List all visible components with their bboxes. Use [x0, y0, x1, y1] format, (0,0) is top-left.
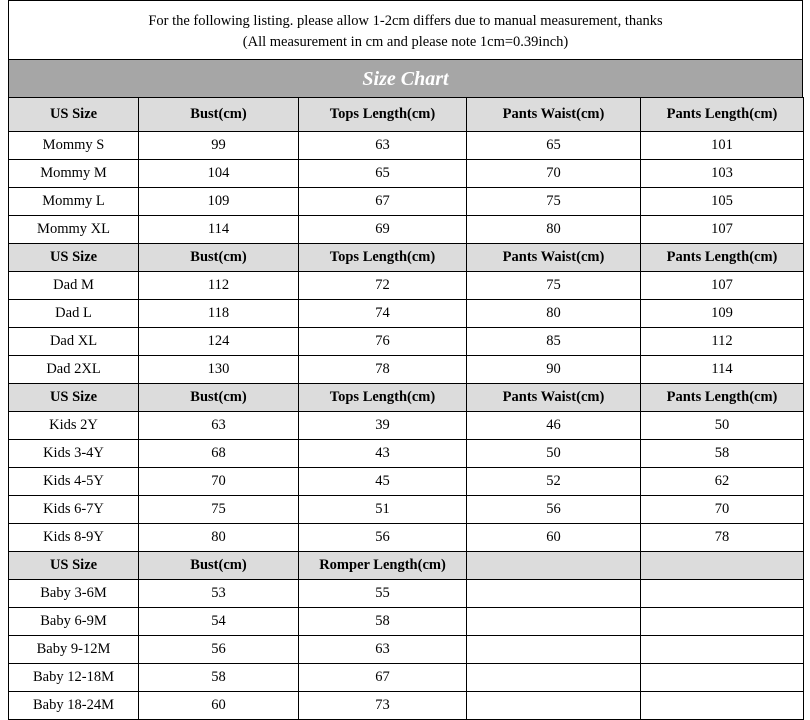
column-header: Bust(cm): [139, 552, 299, 580]
measurement-cell: 101: [641, 132, 804, 160]
measurement-cell: 63: [299, 132, 467, 160]
measurement-cell: 107: [641, 216, 804, 244]
column-header: Romper Length(cm): [299, 552, 467, 580]
column-header: US Size: [9, 244, 139, 272]
column-header: Pants Waist(cm): [467, 384, 641, 412]
measurement-cell: 56: [467, 496, 641, 524]
measurement-cell: 65: [467, 132, 641, 160]
measurement-cell: [641, 692, 804, 720]
measurement-cell: 52: [467, 468, 641, 496]
measurement-cell: 80: [139, 524, 299, 552]
measurement-cell: 70: [467, 160, 641, 188]
measurement-cell: 46: [467, 412, 641, 440]
measurement-cell: 65: [299, 160, 467, 188]
table-row: [9, 664, 804, 692]
measurement-cell: 76: [299, 328, 467, 356]
measurement-cell: 60: [467, 524, 641, 552]
table-row: [9, 356, 804, 384]
measurement-cell: [641, 580, 804, 608]
measurement-cell: 58: [139, 664, 299, 692]
measurement-cell: 53: [139, 580, 299, 608]
size-label-cell: Mommy M: [9, 160, 139, 188]
column-header: Pants Length(cm): [641, 384, 804, 412]
table-row: [9, 160, 804, 188]
size-label-cell: Kids 8-9Y: [9, 524, 139, 552]
measurement-cell: 62: [641, 468, 804, 496]
header-row: [9, 384, 804, 412]
size-chart-title: Size Chart: [8, 59, 803, 97]
measurement-cell: 105: [641, 188, 804, 216]
column-header: [641, 552, 804, 580]
column-header: Tops Length(cm): [299, 384, 467, 412]
size-table: [8, 97, 804, 720]
measurement-cell: [641, 664, 804, 692]
column-header: Tops Length(cm): [299, 244, 467, 272]
measurement-cell: [641, 608, 804, 636]
measurement-cell: 74: [299, 300, 467, 328]
measurement-cell: 114: [641, 356, 804, 384]
column-header: Bust(cm): [139, 98, 299, 132]
measurement-cell: 118: [139, 300, 299, 328]
size-label-cell: Baby 3-6M: [9, 580, 139, 608]
measurement-cell: 50: [467, 440, 641, 468]
measurement-cell: 104: [139, 160, 299, 188]
table-row: [9, 524, 804, 552]
table-row: [9, 608, 804, 636]
size-label-cell: Baby 12-18M: [9, 664, 139, 692]
measurement-cell: 55: [299, 580, 467, 608]
notice-line-1: For the following listing. please allow 1-2cm differs due to manual measurement, thanks: [148, 13, 663, 29]
measurement-cell: 72: [299, 272, 467, 300]
column-header: US Size: [9, 552, 139, 580]
size-label-cell: Kids 2Y: [9, 412, 139, 440]
size-label-cell: Kids 4-5Y: [9, 468, 139, 496]
measurement-cell: [467, 580, 641, 608]
measurement-cell: 56: [299, 524, 467, 552]
table-row: [9, 580, 804, 608]
header-row: [9, 98, 804, 132]
header-row: [9, 244, 804, 272]
measurement-cell: 58: [299, 608, 467, 636]
table-row: [9, 636, 804, 664]
measurement-cell: [467, 692, 641, 720]
column-header: US Size: [9, 384, 139, 412]
column-header: Pants Waist(cm): [467, 98, 641, 132]
measurement-cell: 54: [139, 608, 299, 636]
table-row: [9, 328, 804, 356]
size-label-cell: Dad M: [9, 272, 139, 300]
size-label-cell: Baby 18-24M: [9, 692, 139, 720]
table-row: [9, 412, 804, 440]
measurement-cell: 56: [139, 636, 299, 664]
table-row: [9, 300, 804, 328]
measurement-cell: 45: [299, 468, 467, 496]
measurement-cell: 68: [139, 440, 299, 468]
column-header: Tops Length(cm): [299, 98, 467, 132]
measurement-cell: 75: [467, 188, 641, 216]
measurement-cell: 69: [299, 216, 467, 244]
measurement-cell: 51: [299, 496, 467, 524]
measurement-cell: 85: [467, 328, 641, 356]
size-label-cell: Dad 2XL: [9, 356, 139, 384]
measurement-cell: 63: [299, 636, 467, 664]
column-header: [467, 552, 641, 580]
size-label-cell: Dad L: [9, 300, 139, 328]
table-row: [9, 132, 804, 160]
measurement-cell: 109: [139, 188, 299, 216]
measurement-cell: 39: [299, 412, 467, 440]
measurement-cell: 43: [299, 440, 467, 468]
measurement-cell: 114: [139, 216, 299, 244]
measurement-cell: 67: [299, 188, 467, 216]
measurement-cell: 107: [641, 272, 804, 300]
column-header: Bust(cm): [139, 384, 299, 412]
measurement-cell: 67: [299, 664, 467, 692]
measurement-cell: 80: [467, 300, 641, 328]
measurement-cell: 75: [139, 496, 299, 524]
measurement-notice: [8, 0, 803, 59]
measurement-cell: 130: [139, 356, 299, 384]
size-label-cell: Mommy L: [9, 188, 139, 216]
column-header: Pants Waist(cm): [467, 244, 641, 272]
size-label-cell: Mommy S: [9, 132, 139, 160]
table-row: [9, 468, 804, 496]
measurement-cell: 78: [641, 524, 804, 552]
measurement-cell: [467, 636, 641, 664]
size-label-cell: Dad XL: [9, 328, 139, 356]
measurement-cell: 70: [139, 468, 299, 496]
table-row: [9, 440, 804, 468]
measurement-cell: 103: [641, 160, 804, 188]
measurement-cell: 78: [299, 356, 467, 384]
measurement-cell: [467, 608, 641, 636]
size-chart-document: [8, 0, 803, 720]
measurement-cell: 73: [299, 692, 467, 720]
table-row: [9, 216, 804, 244]
measurement-cell: 70: [641, 496, 804, 524]
measurement-cell: 124: [139, 328, 299, 356]
measurement-cell: 112: [139, 272, 299, 300]
measurement-cell: 80: [467, 216, 641, 244]
header-row: [9, 552, 804, 580]
column-header: Pants Length(cm): [641, 98, 804, 132]
measurement-cell: 109: [641, 300, 804, 328]
measurement-cell: [467, 664, 641, 692]
measurement-cell: 75: [467, 272, 641, 300]
measurement-cell: 99: [139, 132, 299, 160]
measurement-cell: 90: [467, 356, 641, 384]
measurement-cell: 112: [641, 328, 804, 356]
measurement-cell: 60: [139, 692, 299, 720]
size-label-cell: Baby 6-9M: [9, 608, 139, 636]
size-label-cell: Baby 9-12M: [9, 636, 139, 664]
measurement-cell: [641, 636, 804, 664]
table-row: [9, 496, 804, 524]
size-label-cell: Kids 6-7Y: [9, 496, 139, 524]
measurement-cell: 58: [641, 440, 804, 468]
size-label-cell: Kids 3-4Y: [9, 440, 139, 468]
measurement-cell: 63: [139, 412, 299, 440]
column-header: Pants Length(cm): [641, 244, 804, 272]
table-row: [9, 692, 804, 720]
table-row: [9, 272, 804, 300]
size-label-cell: Mommy XL: [9, 216, 139, 244]
column-header: Bust(cm): [139, 244, 299, 272]
notice-line-2: (All measurement in cm and please note 1cm=0.39inch): [242, 34, 569, 50]
column-header: US Size: [9, 98, 139, 132]
measurement-cell: 50: [641, 412, 804, 440]
table-row: [9, 188, 804, 216]
